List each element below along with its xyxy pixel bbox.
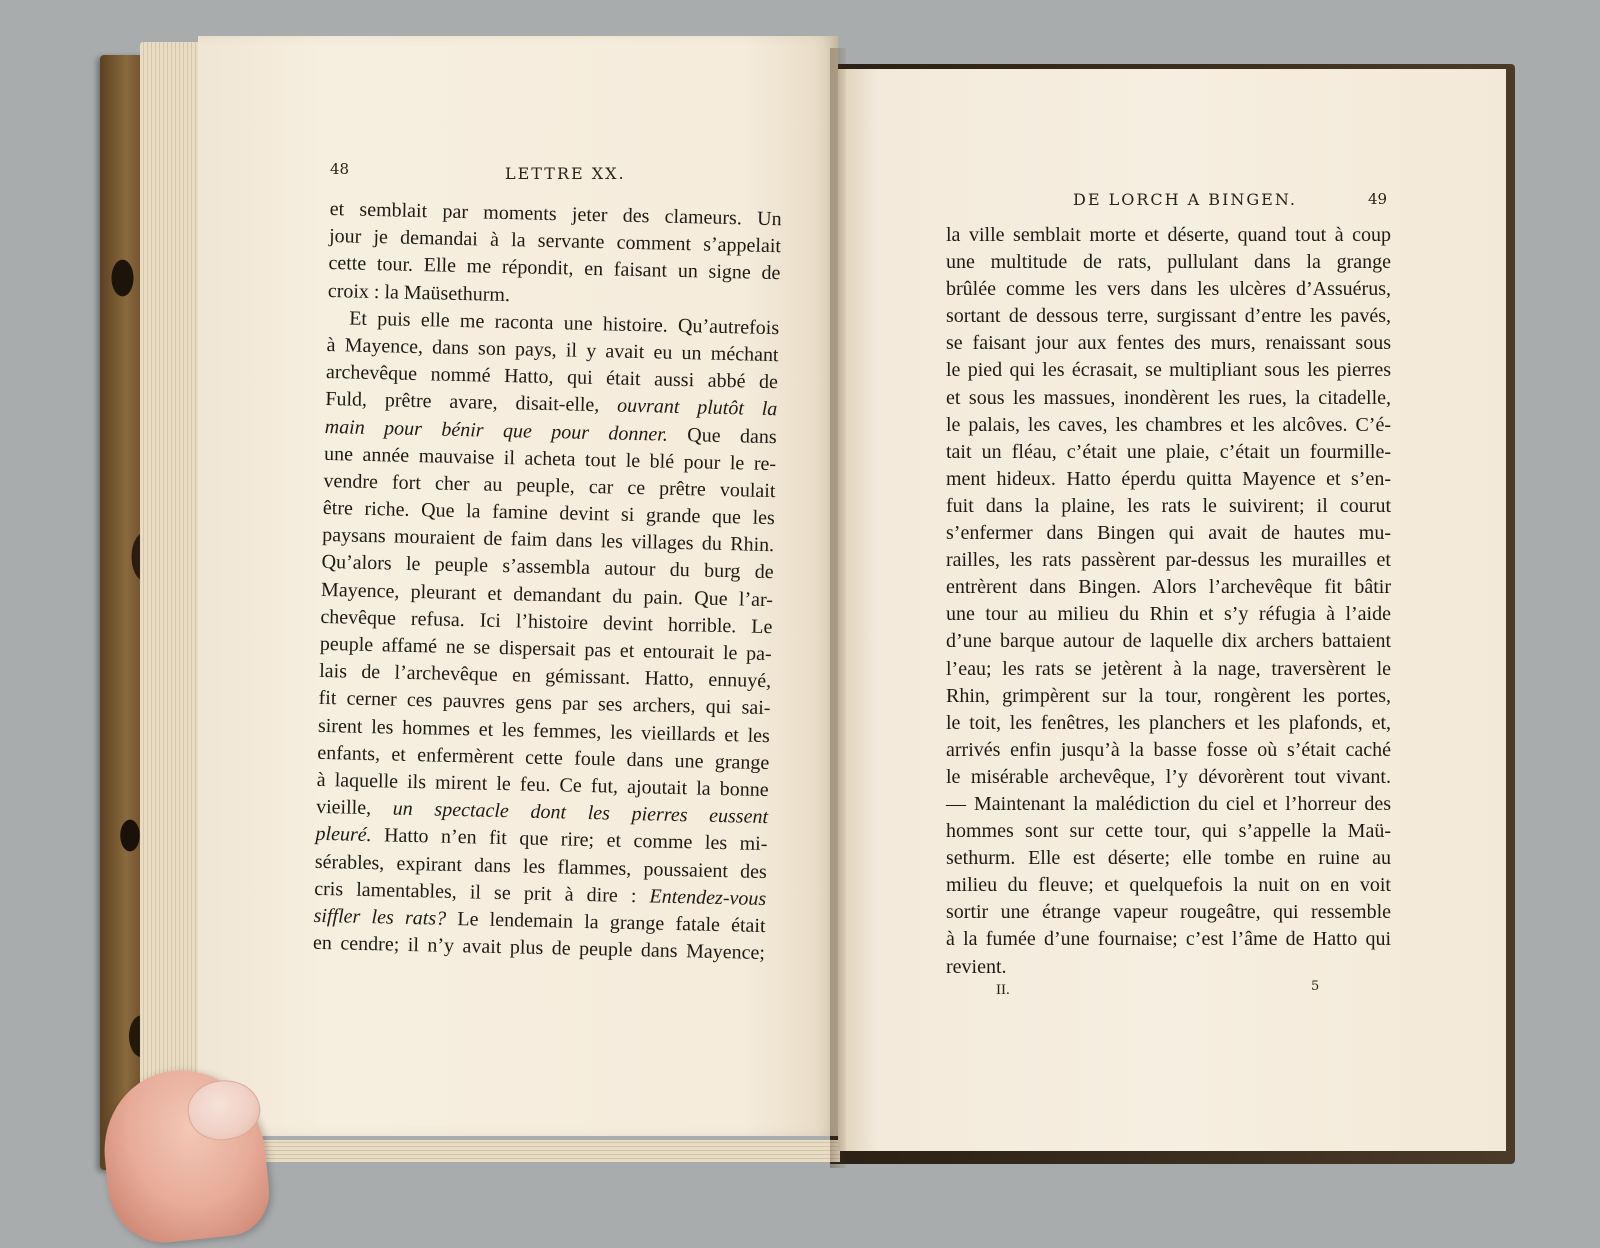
text-line: railles, les rats passèrent par-dessus les murailles et — [946, 549, 1391, 572]
text-line: enfants, et enfermèrent cette foule dans une grange — [317, 741, 770, 774]
text-line: hommes sont sur cette tour, qui s’appelle la Maü- — [946, 820, 1391, 843]
right-page-text — [946, 222, 1391, 981]
italic-segment: ouvrant plutôt la — [616, 394, 778, 421]
signature-number: 5 — [1311, 979, 1320, 994]
text-segment: Que dans — [667, 423, 777, 448]
text-line: fuit dans la plaine, les rats le suivirent; il courut — [946, 494, 1391, 517]
text-line: — Maintenant la malédiction du ciel et l’horreur des — [946, 792, 1391, 815]
text-line: se faisant jour aux fentes des murs, renaissant sous — [946, 332, 1391, 355]
text-line: Rhin, grimpèrent sur la tour, rongèrent les portes, — [946, 684, 1391, 707]
left-running-head: LETTRE XX. — [505, 164, 626, 183]
text-line: la ville semblait morte et déserte, quand tout à coup — [946, 224, 1391, 246]
book-gutter — [830, 48, 846, 1168]
text-line: d’une barque autour de laquelle dix archers battaient — [946, 630, 1391, 653]
left-page-number: 48 — [330, 160, 350, 178]
text-line: sérables, expirant dans les flammes, poussaient des — [314, 850, 768, 883]
text-line: être riche. Que la famine devint si grande que les — [322, 496, 776, 530]
text-line: en cendre; il n’y avait plus de peuple dans Mayence; — [312, 931, 766, 965]
text-segment: Hatto n’en fit que rire; et comme les mi- — [371, 824, 768, 856]
text-line: lais de l’archevêque en gémissant. Hatto, ennuyé, — [318, 660, 772, 693]
italic-segment: siffler les rats? — [313, 904, 447, 930]
text-line: paysans mouraient de faim dans les villages du Rhin. — [322, 524, 775, 557]
signature-mark: II. — [996, 982, 1010, 998]
left-page-text — [313, 196, 782, 967]
text-line: une multitude de rats, pullulant dans la grange — [946, 251, 1391, 274]
text-segment: cris lamentables, il se prit à dire : — [314, 877, 650, 908]
italic-segment: main pour bénir que pour donner. — [324, 415, 669, 446]
text-line: archevêque nommé Hatto, qui était aussi abbé de — [325, 361, 779, 394]
text-line: le pied qui les écrasait, se multipliant sous les pierres — [946, 359, 1391, 382]
text-line: peuple affamé ne se dispersait pas et entourait le pa- — [319, 632, 772, 666]
text-line: croix : la Maüsethurm. — [327, 279, 511, 306]
text-line: jour je demandai à la servante comment s’appelait — [328, 225, 782, 258]
text-line: le toit, les fenêtres, les planchers et les plafonds, et, — [946, 711, 1391, 734]
text-line: vendre fort cher au peuple, car ce prêtre voulait — [323, 469, 776, 503]
text-line: à Mayence, dans son pays, il y avait eu un méchant — [326, 333, 779, 367]
text-line: l’eau; les rats se jetèrent à la nage, traversèrent le — [946, 657, 1391, 680]
text-line: Et puis elle me raconta une histoire. Qu’autrefois — [348, 307, 780, 339]
text-line: le misérable archevêque, l’y dévorèrent tout vivant. — [946, 765, 1391, 788]
text-line: chevêque refusa. Ici l’histoire devint horrible. Le — [320, 605, 773, 638]
text-line: brûlée comme les vers dans les ulcères d’Assuérus, — [946, 278, 1391, 301]
text-line: sethurm. Elle est déserte; elle tombe en ruine au — [946, 847, 1391, 870]
text-line: sortir une étrange vapeur rougeâtre, qui ressemble — [946, 901, 1391, 924]
text-line: le palais, les caves, les chambres et les alcôves. C’é- — [946, 413, 1391, 436]
text-line: sortant de dessous terre, surgissant d’entre les pavés, — [946, 305, 1391, 328]
text-line: entrèrent dans Bingen. Alors l’archevêque fit bâtir — [946, 576, 1391, 599]
text-line: à la fumée d’une fournaise; c’est l’âme de Hatto qui — [946, 928, 1391, 951]
text-segment: Le lendemain la grange fatale était — [445, 907, 766, 937]
text-line: et sous les massues, inondèrent les rues, la citadelle, — [946, 386, 1391, 409]
italic-segment: Entendez-vous — [649, 885, 767, 910]
text-line: Mayence, pleurant et demandant du pain. Que l’ar- — [320, 578, 774, 611]
text-line: revient. — [946, 955, 1007, 978]
text-segment: vieille, — [315, 795, 394, 820]
text-line: Qu’alors le peuple s’assembla autour du burg de — [321, 551, 774, 584]
text-segment: Fuld, prêtre avare, disait-elle, — [325, 388, 618, 417]
text-line: milieu du fleuve; et quelquefois la nuit on en voit — [946, 874, 1391, 897]
italic-segment: pleuré. — [315, 823, 372, 847]
text-line: arrivés enfin jusqu’à la basse fosse où s’était caché — [946, 738, 1391, 761]
text-line: fit cerner ces pauvres gens par ses archers, qui sai- — [318, 687, 771, 720]
text-line: et semblait par moments jeter des clameurs. Un — [329, 197, 782, 231]
text-line: une tour au milieu du Rhin et s’y réfugia à l’aide — [946, 603, 1391, 626]
right-page-number: 49 — [1368, 190, 1388, 208]
page-bottom-edge — [250, 1140, 840, 1162]
text-line: ment hideux. Hatto éperdu quitta Mayence et s’en- — [946, 467, 1391, 490]
italic-segment: un spectacle dont les pierres eussent — [392, 797, 769, 829]
text-line: à laquelle ils mirent le feu. Ce fut, ajoutait la bonne — [316, 768, 769, 802]
text-line: s’enfermer dans Bingen qui avait de hautes mu- — [946, 522, 1391, 545]
text-line: sirent les hommes et les femmes, les vieillards et les — [317, 714, 771, 747]
text-line: une année mauvaise il acheta tout le blé pour le re- — [323, 442, 777, 475]
text-line: tait un fléau, c’était une plaie, c’était un fourmille- — [946, 440, 1391, 463]
right-running-head: DE LORCH A BINGEN. — [1073, 190, 1297, 209]
text-line: cette tour. Elle me répondit, en faisant un signe de — [328, 252, 781, 285]
